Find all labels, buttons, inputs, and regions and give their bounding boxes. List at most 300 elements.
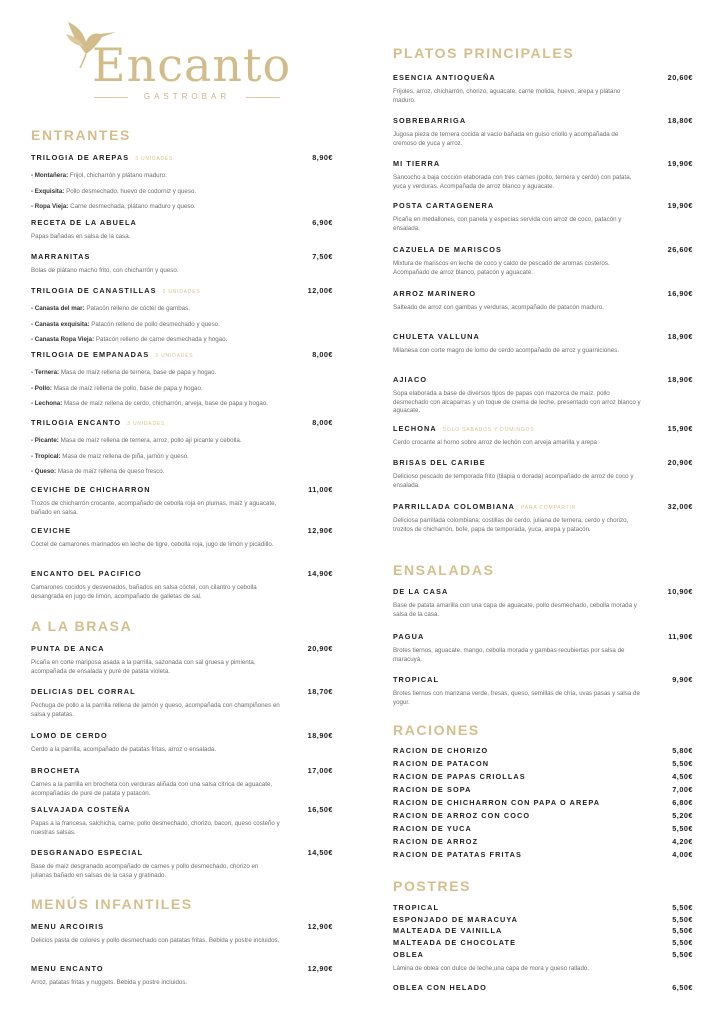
- menu-item-name: [393, 245, 502, 254]
- menu-item-row: [393, 375, 693, 390]
- variant-label: - Canasta del mar:: [31, 305, 85, 312]
- menu-item-price: 5,50€: [672, 926, 693, 935]
- menu-item-row: [393, 73, 693, 88]
- variant-label: - Ternera:: [31, 369, 60, 376]
- menu-item-row: [31, 350, 333, 365]
- menu-item-name-text: DESGRANADO ESPECIAL: [31, 848, 144, 857]
- menu-item-row: [393, 201, 693, 216]
- menu-item-description: Cerdo a la parrilla, acompañado de patatas fritas, arroz o ensalada.: [31, 746, 217, 753]
- menu-item-description: Carnes a la parrilla en brocheta con verduras aliñada con una salsa cítrica de aguacate, acompañadas de puré de patata y patacón.: [31, 781, 273, 797]
- menu-item-name: [393, 915, 518, 924]
- menu-item-row: [393, 798, 693, 809]
- section-title: A LA BRASA: [31, 618, 133, 634]
- variant-text: Patacón relleno de cóctel de gambas.: [84, 305, 190, 312]
- menu-item: [31, 218, 333, 242]
- menu-item-variant: [31, 464, 333, 480]
- menu-item-name-text: LECHONA: [393, 424, 437, 433]
- menu-item-row: [393, 983, 693, 994]
- menu-item: [31, 805, 333, 837]
- menu-item-name: [393, 950, 424, 959]
- menu-item-price: 4,20€: [672, 837, 693, 846]
- menu-item-name-text: BROCHETA: [31, 766, 81, 775]
- menu-item-name: [393, 938, 516, 947]
- menu-item-row: [393, 502, 693, 517]
- menu-item-name-text: RACION DE CHICHARRON CON PAPA O AREPA: [393, 798, 601, 807]
- menu-item-price: 20,90€: [667, 458, 693, 467]
- menu-item-variant: [31, 433, 333, 449]
- menu-item-price: 6,50€: [672, 983, 693, 992]
- variant-label: - Picante:: [31, 437, 59, 444]
- menu-item-price: 8,00€: [312, 418, 333, 427]
- menu-item-name-text: TRILOGIA DE EMPANADAS: [31, 350, 150, 359]
- menu-item-price: 12,90€: [307, 526, 333, 535]
- brand-logo: [62, 18, 292, 108]
- menu-item-price: 12,90€: [307, 964, 333, 973]
- menu-item-name-text: DE LA CASA: [393, 587, 449, 596]
- section-title: MENÚS INFANTILES: [31, 896, 193, 912]
- menu-item-tag: 3 UNIDADES: [162, 289, 201, 295]
- variant-label: - Tropical:: [31, 452, 61, 460]
- menu-item-name-text: ESENCIA ANTIOQUEÑA: [393, 73, 496, 82]
- menu-item-name-text: LOMO DE CERDO: [31, 731, 108, 740]
- menu-item-row: [31, 526, 333, 541]
- menu-item-name-text: OBLEA: [393, 950, 425, 959]
- menu-item-row: [31, 644, 333, 659]
- menu-item-description: Mixtura de mariscos en leche de coco y caldo de pescado de aromas costeros. Acompañado de arroz blanco, patacón y aguacate.: [393, 260, 610, 276]
- menu-item-name: [393, 675, 439, 684]
- menu-item-name: [393, 289, 476, 298]
- menu-item-row: [393, 289, 693, 304]
- menu-item-description: Delicioso pescado de temporada frito (tilapia o dorada) acompañado de arroz de coco y ensalada.: [393, 473, 634, 489]
- menu-item-row: [393, 915, 693, 926]
- menu-item-variant: [31, 332, 333, 348]
- menu-item-price: 5,50€: [672, 915, 693, 924]
- menu-item-price: 7,00€: [672, 785, 693, 794]
- variant-label: - Ropa Vieja:: [31, 203, 69, 211]
- menu-item-variant: [31, 199, 333, 215]
- menu-item-name: [31, 687, 136, 696]
- menu-item-name: [31, 731, 108, 740]
- menu-item: [31, 526, 333, 550]
- menu-item-name-text: OBLEA CON HELADO: [393, 983, 487, 992]
- menu-item-name-text: MALTEADA DE CHOCOLATE: [393, 938, 517, 947]
- variant-text: Carne desmechada, plátano maduro y queso.: [68, 203, 196, 211]
- variant-label: - Exquisita:: [31, 187, 65, 195]
- menu-item-name-text: TRILOGIA ENCANTO: [31, 418, 122, 427]
- menu-item: [393, 159, 693, 191]
- menu-item-name-text: TROPICAL: [393, 675, 440, 684]
- menu-item-price: 4,00€: [672, 850, 693, 859]
- menu-item: [393, 811, 693, 822]
- menu-item-name: [31, 350, 193, 359]
- variant-text: Patacón relleno de pollo desmechado y queso.: [89, 320, 220, 328]
- menu-item-variant: [31, 396, 333, 412]
- menu-item-row: [31, 485, 333, 500]
- menu-item: [393, 289, 693, 313]
- menu-item-row: [31, 418, 333, 433]
- menu-item-price: 17,00€: [307, 766, 333, 775]
- menu-item-name: [393, 746, 488, 755]
- menu-item-price: 16,90€: [667, 289, 693, 298]
- menu-item-price: 4,50€: [672, 772, 693, 781]
- menu-item-name-text: RACION DE YUCA: [393, 824, 472, 833]
- menu-item-name-text: BRISAS DEL CARIBE: [393, 458, 486, 467]
- menu-item-name-text: RACION DE SOPA: [393, 785, 472, 794]
- variant-label: - Canasta Ropa Vieja:: [31, 336, 95, 344]
- menu-item: [393, 587, 693, 619]
- menu-item: [393, 332, 693, 356]
- menu-item-name: [393, 632, 424, 641]
- menu-item-description: Frijoles, arroz, chicharrón, chorizo, aguacate, carne molida, huevo, arepa y plátano maduro.: [393, 88, 621, 104]
- menu-item-row: [31, 252, 333, 267]
- menu-item-name: [31, 252, 91, 261]
- section-title: ENTRANTES: [31, 127, 131, 143]
- menu-item-name-text: ENCANTO DEL PACIFICO: [31, 569, 142, 578]
- menu-item-price: 8,00€: [312, 350, 333, 359]
- menu-item-name-text: ESPONJADO DE MARACUYA: [393, 915, 519, 924]
- menu-item: [393, 746, 693, 757]
- menu-item: [393, 632, 693, 664]
- menu-item-row: [393, 824, 693, 835]
- menu-item: [31, 766, 333, 798]
- menu-item: [393, 824, 693, 835]
- menu-item-name-text: CHULETA VALLUNA: [393, 332, 480, 341]
- menu-item-row: [393, 926, 693, 937]
- section-title: RACIONES: [393, 722, 480, 738]
- menu-item-variant: [31, 449, 333, 465]
- menu-item-row: [393, 938, 693, 949]
- menu-item-price: 32,00€: [667, 502, 693, 511]
- menu-item-description: Delicios pasta de colores y pollo desmechado con patatas fritas. Bebida y postre incluidos.: [31, 937, 280, 944]
- variant-text: Masa de maíz rellena de piña, jamón y queso.: [60, 452, 189, 460]
- menu-item-row: [31, 687, 333, 702]
- variant-text: Masa de maíz rellena de queso fresco.: [56, 468, 165, 476]
- menu-item-name-text: POSTA CARTAGENERA: [393, 201, 495, 210]
- menu-item-price: 5,50€: [672, 938, 693, 947]
- menu-item-price: 5,50€: [672, 759, 693, 768]
- menu-item-name: [393, 785, 472, 794]
- menu-item-price: 16,50€: [307, 805, 333, 814]
- menu-item-row: [393, 458, 693, 473]
- menu-item-price: 8,90€: [312, 153, 333, 162]
- menu-item-description: Sopa elaborada a base de diversos tipos de papas con mazorca de maíz, pollo desmechado con alcaparras y un toque de crema de leche, presentado con arroz blanco y aguacate.: [393, 390, 641, 414]
- menu-item-name: [31, 848, 143, 857]
- menu-item: [393, 837, 693, 848]
- menu-item-variant: [31, 184, 333, 200]
- menu-item-row: [393, 675, 693, 690]
- menu-item-name: [393, 375, 427, 384]
- menu-item-tag: 3 UNIDADES: [135, 156, 174, 162]
- menu-item-row: [31, 153, 333, 168]
- menu-item: [393, 926, 693, 937]
- menu-item: [393, 915, 693, 926]
- menu-item: [393, 458, 693, 490]
- section-title: PLATOS PRINCIPALES: [393, 45, 575, 61]
- menu-item: [31, 286, 333, 348]
- menu-item-price: 19,90€: [667, 201, 693, 210]
- menu-item-row: [393, 632, 693, 647]
- menu-item-name: [393, 903, 439, 912]
- menu-item-description: Salteado de arroz con gambas y verduras, acompañado de patacón maduro.: [393, 304, 604, 311]
- menu-item-name: [393, 116, 466, 125]
- menu-item-description: Papas a la francesa, salchicha, carne, pollo desmechado, chorizo, bacon, queso costeño y nuestras salsas.: [31, 820, 280, 836]
- menu-item-row: [393, 159, 693, 174]
- menu-item-price: 20,90€: [307, 644, 333, 653]
- variant-label: - Lechona:: [31, 400, 63, 408]
- menu-item-name-text: RACION DE PATACON: [393, 759, 490, 768]
- menu-item-description: Papas bañadas en salsa de la casa.: [31, 233, 131, 240]
- menu-item-price: 18,90€: [307, 731, 333, 740]
- menu-item-name-text: RECETA DE LA ABUELA: [31, 218, 137, 227]
- menu-item-name-text: MARRANITAS: [31, 252, 91, 261]
- menu-item-price: 5,20€: [672, 811, 693, 820]
- menu-item-tag: SOLO SABADOS Y DOMINGOS: [442, 427, 535, 433]
- menu-item-tag: PARA COMPARTIR: [521, 505, 577, 511]
- menu-item: [393, 798, 693, 809]
- variant-text: Masa de maíz rellena de pollo, base de papa y hogao.: [51, 384, 203, 392]
- menu-item-name: [393, 424, 534, 433]
- menu-item-tag: 3 UNIDADES: [155, 353, 194, 359]
- menu-item-name-text: PUNTA DE ANCA: [31, 644, 105, 653]
- menu-item-name: [393, 824, 472, 833]
- menu-item-variant: [31, 317, 333, 333]
- menu-item: [31, 848, 333, 880]
- menu-item: [31, 964, 333, 988]
- menu-item-price: 18,90€: [667, 332, 693, 341]
- menu-item-description: Deliciosa parrillada colombiana: costillas de cerdo, juliana de ternera, cerdo y chorizo, trozitos de chicharrón, bofe, papa de temporada, yuca, arepa y patacón.: [393, 517, 629, 533]
- menu-item-row: [393, 424, 693, 439]
- menu-item: [393, 201, 693, 233]
- menu-item: [393, 502, 693, 534]
- menu-item-name: [31, 922, 104, 931]
- menu-item-name: [31, 526, 71, 535]
- menu-item-variant: [31, 301, 333, 317]
- menu-item-name-text: MENU ARCOIRIS: [31, 922, 105, 931]
- menu-item-description: Bolas de plátano macho frito, con chicharrón y queso.: [31, 267, 179, 274]
- menu-item: [31, 687, 333, 719]
- menu-item: [393, 938, 693, 949]
- menu-item-price: 12,00€: [307, 286, 333, 295]
- menu-item-name: [393, 850, 522, 859]
- menu-item-price: 5,50€: [672, 950, 693, 959]
- menu-item-price: 5,80€: [672, 746, 693, 755]
- menu-item-name: [393, 983, 487, 992]
- menu-item-name-text: MI TIERRA: [393, 159, 441, 168]
- menu-item-name: [31, 218, 137, 227]
- menu-item-name-text: TROPICAL: [393, 903, 440, 912]
- menu-item: [31, 153, 333, 215]
- menu-item: [393, 245, 693, 277]
- variant-label: - Canasta exquisita:: [31, 320, 90, 328]
- menu-item-name: [393, 759, 489, 768]
- menu-item-name-text: CEVICHE DE CHICHARRON: [31, 485, 151, 494]
- menu-item-price: 11,00€: [308, 485, 333, 494]
- variant-text: Frijol, chicharrón y plátano maduro.: [68, 172, 167, 179]
- menu-item: [31, 252, 333, 276]
- menu-item-price: 5,50€: [672, 824, 693, 833]
- menu-item-row: [393, 245, 693, 260]
- menu-item: [31, 644, 333, 676]
- menu-item: [393, 983, 693, 994]
- menu-item-name: [393, 502, 576, 511]
- menu-item-row: [393, 746, 693, 757]
- variant-label: - Montañera:: [31, 172, 69, 179]
- menu-item-description: Jugosa pieza de ternera cocida al vacío bañada en guiso criollo y acompañada de cremoso de yuca y arroz.: [393, 131, 619, 147]
- menu-item-description: Pechuga de pollo a la parrilla rellena de jamón y queso, acompañada con champiñones en salsa y patatas.: [31, 702, 280, 718]
- menu-item-name-text: AJIACO: [393, 375, 428, 384]
- menu-item-description: Trozos de chicharrón crocante, acompañado de cebolla roja en plumas, maíz y aguacate, bañado en salsa.: [31, 500, 277, 516]
- menu-item: [393, 903, 693, 914]
- variant-label: - Queso:: [31, 468, 57, 476]
- menu-item-row: [31, 922, 333, 937]
- section-title: ENSALADAS: [393, 562, 495, 578]
- menu-item-name: [31, 569, 142, 578]
- menu-item-description: Brotes tiernos, aguacate, mango, cebolla morada y gambas recubiertas por salsa de maracuyá.: [393, 647, 625, 663]
- variant-text: Masa de maíz rellena de ternera, arroz, pollo ají picante y cebolla.: [58, 437, 242, 444]
- menu-item: [31, 418, 333, 480]
- menu-item: [393, 772, 693, 783]
- menu-item-name-text: TRILOGIA DE CANASTILLAS: [31, 286, 157, 295]
- menu-item-name: [393, 926, 502, 935]
- menu-item-name: [393, 201, 494, 210]
- menu-item-name: [393, 458, 486, 467]
- menu-item-price: 14,90€: [307, 569, 333, 578]
- menu-item-price: 11,90€: [668, 632, 693, 641]
- menu-item-description: Picaña en medallones, con panela y especias servida con arroz de coco, patacón y ensalada.: [393, 216, 622, 232]
- section-title: POSTRES: [393, 878, 472, 894]
- menu-item-name: [393, 772, 526, 781]
- menu-item-price: 18,70€: [307, 687, 333, 696]
- menu-item-name: [393, 798, 600, 807]
- menu-item-description: Camarones cocidos y desvenados, bañados en salsa cóctel, con cilantro y cebolla desangrada en jugo de limón, acompañado de galletas de sal.: [31, 584, 257, 600]
- menu-item-variant: [31, 168, 333, 184]
- menu-item-name-text: RACION DE ARROZ: [393, 837, 479, 846]
- menu-item-row: [31, 569, 333, 584]
- menu-item-price: 5,50€: [672, 903, 693, 912]
- menu-item: [31, 569, 333, 601]
- variant-text: Pollo desmechado, huevo de codorniz y queso.: [64, 187, 197, 195]
- menu-item-name: [393, 332, 480, 341]
- menu-item: [393, 375, 693, 416]
- menu-item-variant: [31, 381, 333, 397]
- menu-item: [393, 950, 693, 974]
- menu-item-description: Picaña en corte mariposa asada a la parrilla, sazonada con sal gruesa y pimienta, acompañada de ensalada y puré de patata violeta.: [31, 659, 256, 675]
- menu-item-row: [393, 332, 693, 347]
- menu-item-row: [31, 805, 333, 820]
- menu-item-row: [31, 731, 333, 746]
- menu-item-name-text: PAGUA: [393, 632, 425, 641]
- menu-item-name-text: SOBREBARRIGA: [393, 116, 467, 125]
- variant-text: Patacón relleno de carne desmechada y hogao.: [94, 336, 228, 344]
- menu-item-row: [393, 587, 693, 602]
- menu-item-price: 10,90€: [667, 587, 693, 596]
- menu-item-price: 20,60€: [667, 73, 693, 82]
- menu-item: [393, 116, 693, 148]
- menu-item-variant: [31, 365, 333, 381]
- menu-item-row: [393, 903, 693, 914]
- menu-item: [31, 485, 333, 517]
- menu-item: [31, 731, 333, 755]
- brand-name: Encanto: [92, 38, 292, 92]
- menu-item-description: Cóctel de camarones marinados en leche de tigre, cebolla roja, jugo de limón y picadillo.: [31, 541, 274, 548]
- menu-item-description: Sancocho a baja cocción elaborada con tres carnes (pollo, ternera y cerdo) con patata, yuca y verduras. Acompañada de arroz blanco y aguacate.: [393, 174, 632, 190]
- menu-item-name-text: ARROZ MARINERO: [393, 289, 477, 298]
- menu-item-name-text: MALTEADA DE VAINILLA: [393, 926, 503, 935]
- menu-item-name-text: MENU ENCANTO: [31, 964, 104, 973]
- menu-item-price: 15,90€: [667, 424, 693, 433]
- menu-item-row: [393, 950, 693, 961]
- menu-item-row: [393, 772, 693, 783]
- menu-item-description: Arroz, patatas fritas y nuggets. Bebida y postre incluidos.: [31, 979, 188, 986]
- menu-item-description: Lámina de oblea con dulce de leche,una capa de mora y queso rallado.: [393, 965, 590, 972]
- variant-text: Masa de maíz rellena de ternera, base de papa y hogao.: [59, 369, 217, 376]
- menu-item-price: 19,90€: [667, 159, 693, 168]
- menu-item-name: [31, 766, 81, 775]
- menu-item-name-text: PARRILLADA COLOMBIANA: [393, 502, 516, 511]
- menu-item: [31, 350, 333, 412]
- menu-item-price: 6,90€: [312, 218, 333, 227]
- menu-item-name: [31, 418, 165, 427]
- brand-subtitle: GASTROBAR: [92, 92, 282, 101]
- menu-item-description: Base de patata amarilla con una capa de aguacate, pollo desmechado, cebolla morada y salsa de la casa.: [393, 602, 637, 618]
- menu-item-name-text: RACION DE PAPAS CRIOLLAS: [393, 772, 526, 781]
- menu-item: [393, 73, 693, 105]
- menu-item-description: Brotes tiernos con manzana verde, fresas, queso, semillas de chía, uvas pasas y salsa de yogur.: [393, 690, 640, 706]
- menu-item-name-text: TRILOGIA DE AREPAS: [31, 153, 130, 162]
- menu-item-row: [31, 848, 333, 863]
- menu-item-price: 9,90€: [672, 675, 693, 684]
- menu-item-price: 26,60€: [667, 245, 693, 254]
- menu-item-price: 18,90€: [667, 375, 693, 384]
- menu-item-name-text: CEVICHE: [31, 526, 72, 535]
- menu-item-row: [31, 218, 333, 233]
- menu-item: [393, 675, 693, 707]
- menu-item-name-text: SALVAJADA COSTEÑA: [31, 805, 131, 814]
- menu-item: [393, 850, 693, 861]
- menu-item-name: [31, 485, 151, 494]
- menu-item-row: [393, 850, 693, 861]
- menu-item-description: Milanesa con corte magro de lomo de cerdo acompañado de arroz y guarniciones.: [393, 347, 619, 354]
- menu-item-row: [393, 759, 693, 770]
- menu-item-description: Cerdo crocante al horno sobre arroz de lechón con arveja amarilla y arepa: [393, 439, 597, 446]
- menu-item-row: [393, 837, 693, 848]
- menu-item-name: [31, 805, 131, 814]
- menu-item-price: 12,90€: [307, 922, 333, 931]
- menu-item-price: 7,50€: [312, 252, 333, 261]
- menu-item-name: [31, 644, 105, 653]
- menu-item: [393, 424, 693, 448]
- menu-item: [31, 922, 333, 946]
- menu-item-name: [393, 73, 496, 82]
- menu-item-row: [393, 811, 693, 822]
- menu-item-name: [393, 811, 530, 820]
- menu-item-row: [393, 116, 693, 131]
- menu-item-name: [393, 837, 478, 846]
- menu-item-name: [31, 964, 104, 973]
- menu-item-price: 6,80€: [672, 798, 693, 807]
- menu-item-name-text: RACION DE ARROZ CON COCO: [393, 811, 531, 820]
- variant-text: Masa de maíz rellena de cerdo, chicharrón, arveja, base de papa y hogao.: [62, 400, 268, 408]
- menu-item-name: [393, 159, 440, 168]
- menu-item-price: 18,80€: [667, 116, 693, 125]
- menu-item-name-text: DELICIAS DEL CORRAL: [31, 687, 136, 696]
- menu-item-name-text: RACION DE PATATAS FRITAS: [393, 850, 522, 859]
- menu-item-description: Base de maíz desgranado acompañado de carnes y pollo desmechado, chorizo en julianas bañado en salsas de la casa y gratinado.: [31, 863, 259, 879]
- menu-item-tag: 3 UNIDADES: [127, 421, 166, 427]
- variant-label: - Pollo:: [31, 384, 52, 392]
- menu-item-row: [31, 964, 333, 979]
- menu-item-row: [31, 766, 333, 781]
